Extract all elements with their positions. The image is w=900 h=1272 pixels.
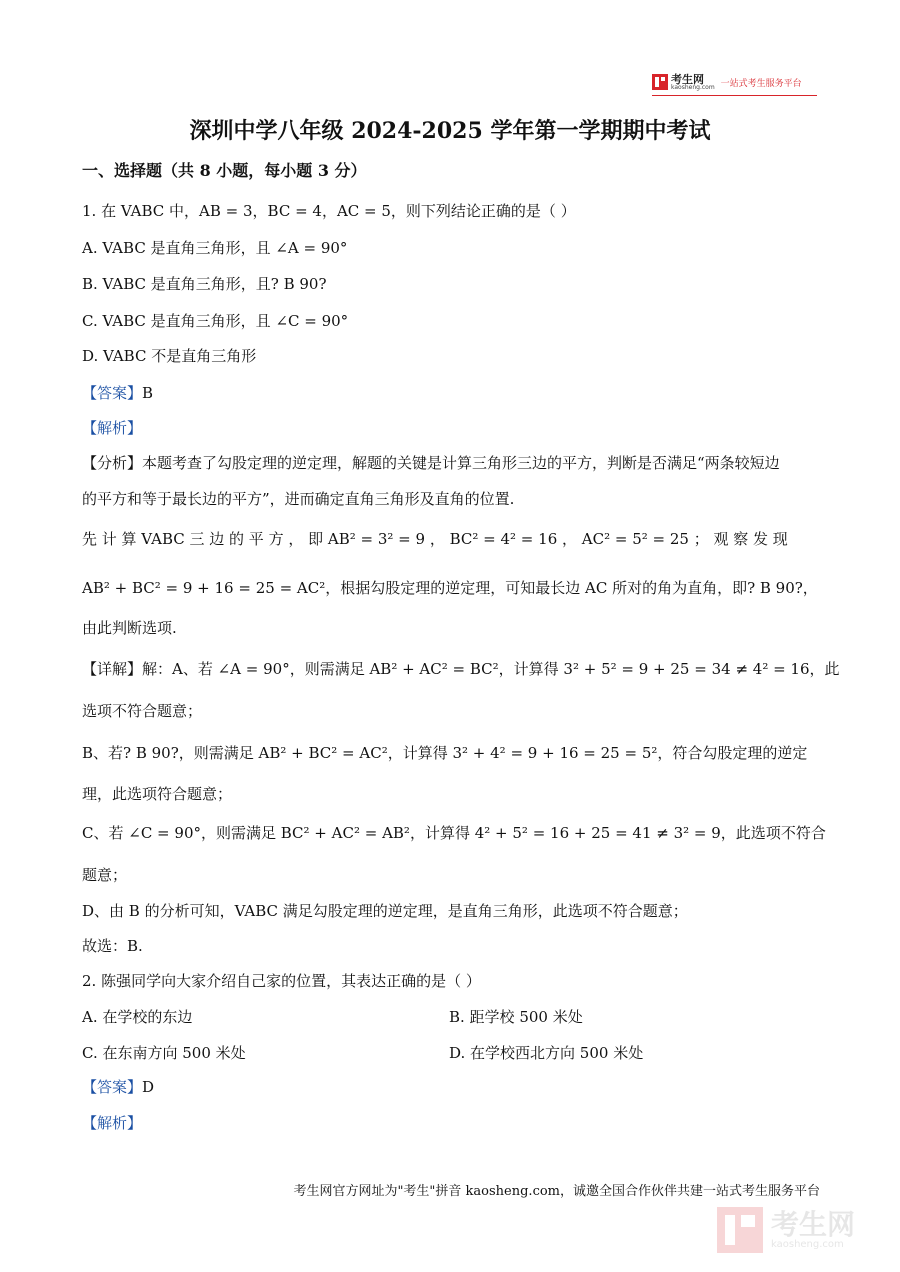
q1-detail-line-6: 题意；: [82, 866, 128, 884]
q1-answer: [82, 382, 153, 403]
q1-option-a: A. VABC 是直角三角形，且 ∠A = 90°: [82, 239, 348, 257]
q1-detail-line-1: 【详解】解：A、若 ∠A = 90°，则需满足 AB² + AC² = BC²，计算得 3² + 5² = 9 + 25 = 34 ≠ 4² = 16，此: [82, 660, 840, 678]
answer-tag: 【答案】: [82, 1078, 143, 1096]
logo-name: 考生网: [671, 72, 704, 86]
q2-option-a: A. 在学校的东边: [82, 1008, 193, 1026]
q1-fenxi-line-2: 的平方和等于最长边的平方”，进而确定直角三角形及直角的位置.: [82, 490, 515, 508]
watermark-domain: kaosheng.com: [771, 1238, 844, 1250]
answer-value: D: [142, 1078, 155, 1096]
q1-detail-line-2: 选项不符合题意；: [82, 702, 203, 720]
watermark: [717, 1200, 897, 1260]
header-divider: [652, 95, 817, 96]
q2-option-b: B. 距学校 500 米处: [449, 1008, 583, 1026]
q1-option-b: B. VABC 是直角三角形，且? B 90?: [82, 275, 327, 293]
q1-detail-line-7: D、由 B 的分析可知，VABC 满足勾股定理的逆定理，是直角三角形，此选项不符合题意；: [82, 902, 688, 920]
q1-option-c: C. VABC 是直角三角形，且 ∠C = 90°: [82, 312, 349, 330]
logo-domain: kaosheng.com: [671, 83, 715, 91]
logo-icon: [652, 74, 668, 90]
q1-analysis-tag: 【解析】: [82, 419, 143, 437]
q1-detail-line-5: C、若 ∠C = 90°，则需满足 BC² + AC² = AB²，计算得 4² + 5² = 16 + 25 = 41 ≠ 3² = 9，此选项不符合: [82, 824, 826, 842]
answer-value: B: [142, 384, 154, 402]
logo-slogan: 一站式考生服务平台: [720, 78, 802, 89]
q1-detail-line-3: B、若? B 90?，则需满足 AB² + BC² = AC²，计算得 3² + 4² = 9 + 16 = 25 = 5²，符合勾股定理的逆定: [82, 744, 808, 762]
answer-tag: 【答案】: [82, 384, 143, 402]
q2-option-c: C. 在东南方向 500 米处: [82, 1044, 246, 1062]
section-heading: 一、选择题（共 8 小题，每小题 3 分）: [82, 161, 367, 180]
site-logo: [652, 72, 802, 92]
footer-note: 考生网官方网址为"考生"拼音 kaosheng.com，诚邀全国合作伙伴共建一站式考生服务平台: [293, 1184, 820, 1199]
q1-calc-line-2: AB² + BC² = 9 + 16 = 25 = AC²，根据勾股定理的逆定理，可知最长边 AC 所对的角为直角，即? B 90?，: [82, 579, 818, 597]
q2-option-d: D. 在学校西北方向 500 米处: [449, 1044, 644, 1062]
q1-detail-line-8: 故选：B.: [82, 937, 143, 955]
q2-answer: [82, 1076, 154, 1097]
q1-calc-line-1: 先 计 算 VABC 三 边 的 平 方 ， 即 AB² = 3² = 9 ， BC² = 4² = 16 ， AC² = 5² = 25 ； 观 察 发 现: [82, 530, 788, 548]
q1-calc-line-3: 由此判断选项.: [82, 619, 177, 637]
exam-title: 深圳中学八年级 2024-2025 学年第一学期期中考试: [189, 118, 711, 144]
q1-option-d: D. VABC 不是直角三角形: [82, 347, 257, 365]
question-2-stem: 2. 陈强同学向大家介绍自己家的位置，其表达正确的是（ ）: [82, 972, 481, 990]
watermark-logo-icon: [717, 1207, 763, 1253]
q1-detail-line-4: 理，此选项符合题意；: [82, 785, 233, 803]
q2-analysis-tag: 【解析】: [82, 1114, 143, 1132]
question-1-stem: 1. 在 VABC 中，AB = 3，BC = 4，AC = 5，则下列结论正确的是（ ）: [82, 202, 576, 220]
watermark-name: 考生网: [771, 1207, 856, 1241]
q1-fenxi-line-1: 【分析】本题考查了勾股定理的逆定理，解题的关键是计算三角形三边的平方，判断是否满足“两条较短边: [82, 454, 780, 472]
